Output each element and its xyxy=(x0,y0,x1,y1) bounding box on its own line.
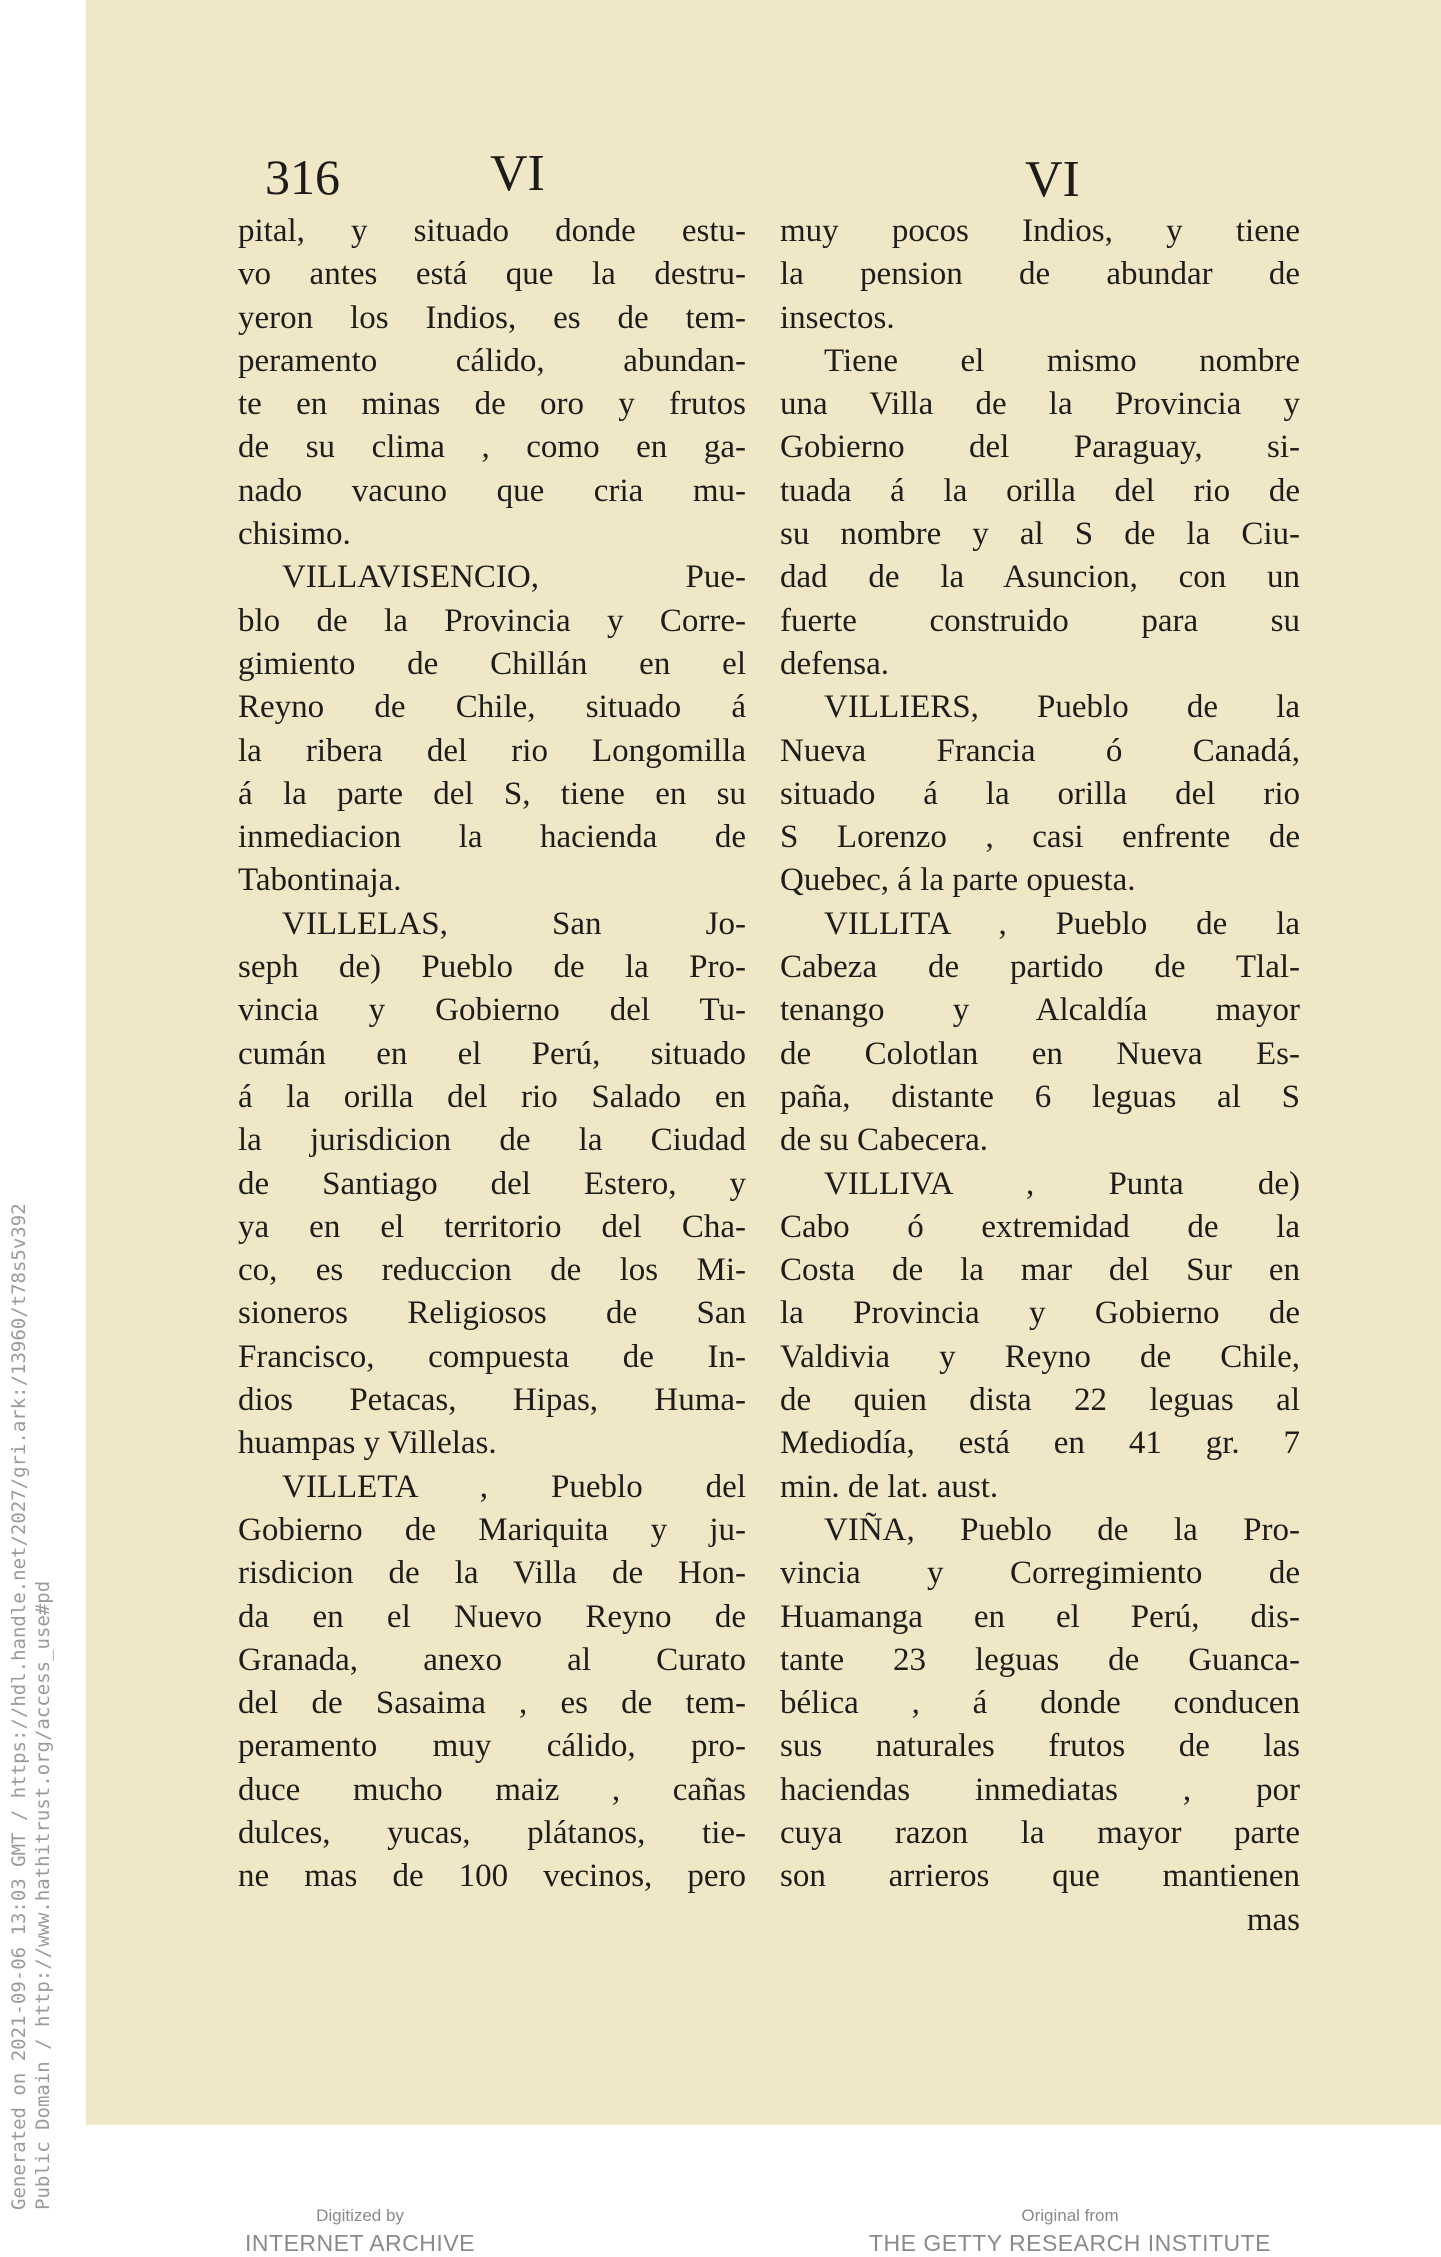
text-line: á la parte del S, tiene en su xyxy=(238,775,746,812)
internet-archive-label: INTERNET ARCHIVE xyxy=(245,2230,475,2256)
text-line: VILLITA , Pueblo de la xyxy=(824,905,1300,942)
text-line: tuada á la orilla del rio de xyxy=(780,472,1300,509)
text-line: mas xyxy=(1246,1901,1300,1938)
text-line: de Santiago del Estero, y xyxy=(238,1165,746,1202)
text-line: Cabo ó extremidad de la xyxy=(780,1208,1300,1245)
right-running-head: VI xyxy=(1025,151,1080,208)
text-line: huampas y Villelas. xyxy=(238,1425,497,1462)
generated-notice: Generated on 2021-09-06 13:03 GMT / https://hdl.handle.net/2027/gri.ark:/13960/t78s5v392 xyxy=(8,1203,30,2210)
text-line: gimiento de Chillán en el xyxy=(238,645,746,682)
text-line: insectos. xyxy=(780,299,895,336)
left-text-column xyxy=(238,210,746,1899)
text-line: te en minas de oro y frutos xyxy=(238,386,746,423)
text-line: dad de la Asuncion, con un xyxy=(780,559,1300,596)
text-line: chisimo. xyxy=(238,516,351,553)
text-line: seph de) Pueblo de la Pro- xyxy=(238,949,746,986)
text-line: peramento cálido, abundan- xyxy=(238,342,746,379)
text-line: del de Sasaima , es de tem- xyxy=(238,1685,746,1722)
text-line: la jurisdicion de la Ciudad xyxy=(238,1122,746,1159)
text-line: defensa. xyxy=(780,645,890,682)
text-line: blo de la Provincia y Corre- xyxy=(238,602,746,639)
text-line: paña, distante 6 leguas al S xyxy=(780,1078,1300,1115)
text-line: Mediodía, está en 41 gr. 7 xyxy=(780,1425,1300,1462)
text-line: peramento muy cálido, pro- xyxy=(238,1728,746,1765)
digitized-by-label: Digitized by xyxy=(316,2206,404,2225)
text-line: Huamanga en el Perú, dis- xyxy=(780,1598,1300,1635)
text-line: á la orilla del rio Salado en xyxy=(238,1078,746,1115)
text-line: son arrieros que mantienen xyxy=(780,1858,1300,1895)
text-line: nado vacuno que cria mu- xyxy=(238,472,746,509)
text-line: vincia y Gobierno del Tu- xyxy=(238,992,746,1029)
text-line: inmediacion la hacienda de xyxy=(238,819,746,856)
text-line: Francisco, compuesta de In- xyxy=(238,1338,746,1375)
text-line: cumán en el Perú, situado xyxy=(238,1035,746,1072)
text-line: la ribera del rio Longomilla xyxy=(238,732,746,769)
text-line: Tabontinaja. xyxy=(238,862,402,899)
text-line: de Colotlan en Nueva Es- xyxy=(780,1035,1300,1072)
text-line: VILLIVA , Punta de) xyxy=(824,1165,1300,1202)
text-line: tante 23 leguas de Guanca- xyxy=(780,1641,1300,1678)
access-notice-sidebar xyxy=(2,1100,58,2220)
text-line: VIÑA, Pueblo de la Pro- xyxy=(824,1511,1300,1548)
text-line: sioneros Religiosos de San xyxy=(238,1295,746,1332)
text-line: Costa de la mar del Sur en xyxy=(780,1252,1300,1289)
text-line: de su clima , como en ga- xyxy=(238,429,746,466)
text-line: sus naturales frutos de las xyxy=(780,1728,1300,1765)
text-line: co, es reduccion de los Mi- xyxy=(238,1252,746,1289)
original-from-credit xyxy=(860,2206,1280,2257)
text-line: una Villa de la Provincia y xyxy=(780,386,1300,423)
text-line: VILLAVISENCIO, Pue- xyxy=(282,559,746,596)
text-line: Tiene el mismo nombre xyxy=(824,342,1300,379)
text-line: bélica , á donde conducen xyxy=(780,1685,1300,1722)
text-line: muy pocos Indios, y tiene xyxy=(780,213,1300,249)
getty-institute-label: THE GETTY RESEARCH INSTITUTE xyxy=(868,2230,1272,2256)
right-text-column xyxy=(780,210,1300,1942)
text-line: dios Petacas, Hipas, Huma- xyxy=(238,1382,746,1419)
text-line: da en el Nuevo Reyno de xyxy=(238,1598,746,1635)
text-line: de quien dista 22 leguas al xyxy=(780,1382,1300,1419)
text-line: situado á la orilla del rio xyxy=(780,775,1300,812)
text-line: ya en el territorio del Cha- xyxy=(238,1208,746,1245)
text-line: Valdivia y Reyno de Chile, xyxy=(780,1338,1300,1375)
original-from-label: Original from xyxy=(1021,2206,1119,2225)
text-line: fuerte construido para su xyxy=(780,602,1300,639)
text-line: vincia y Corregimiento de xyxy=(780,1555,1300,1592)
text-line: Gobierno de Mariquita y ju- xyxy=(238,1511,746,1548)
text-line: Reyno de Chile, situado á xyxy=(238,689,746,726)
text-line: Granada, anexo al Curato xyxy=(238,1641,746,1678)
public-domain-notice: Public Domain / http://www.hathitrust.org/access_use#pd xyxy=(32,1580,54,2210)
text-line: yeron los Indios, es de tem- xyxy=(238,299,746,336)
text-line: tenango y Alcaldía mayor xyxy=(780,992,1300,1029)
text-line: duce mucho maiz , cañas xyxy=(238,1771,746,1808)
text-line: haciendas inmediatas , por xyxy=(780,1771,1300,1808)
text-line: VILLIERS, Pueblo de la xyxy=(824,689,1300,726)
text-line: min. de lat. aust. xyxy=(780,1468,999,1505)
text-line: pital, y situado donde estu- xyxy=(238,213,746,249)
text-line: de su Cabecera. xyxy=(780,1122,988,1159)
digitized-by-credit xyxy=(210,2206,510,2257)
text-line: la pension de abundar de xyxy=(780,256,1300,293)
text-line: ne mas de 100 vecinos, pero xyxy=(238,1858,746,1895)
text-line: dulces, yucas, plátanos, tie- xyxy=(238,1814,746,1851)
text-line: VILLETA , Pueblo del xyxy=(282,1468,746,1505)
text-line: S Lorenzo , casi enfrente de xyxy=(780,819,1300,856)
page-number: 316 xyxy=(265,149,340,205)
text-line: la Provincia y Gobierno de xyxy=(780,1295,1300,1332)
text-line: Nueva Francia ó Canadá, xyxy=(780,732,1300,769)
text-line: Gobierno del Paraguay, si- xyxy=(780,429,1300,466)
left-running-head: VI xyxy=(490,145,545,202)
text-line: risdicion de la Villa de Hon- xyxy=(238,1555,746,1592)
text-line: cuya razon la mayor parte xyxy=(780,1814,1300,1851)
text-line: VILLELAS, San Jo- xyxy=(282,905,746,942)
text-line: Cabeza de partido de Tlal- xyxy=(780,949,1300,986)
text-line: su nombre y al S de la Ciu- xyxy=(780,516,1300,553)
text-line: vo antes está que la destru- xyxy=(238,256,746,293)
text-line: Quebec, á la parte opuesta. xyxy=(780,862,1136,899)
